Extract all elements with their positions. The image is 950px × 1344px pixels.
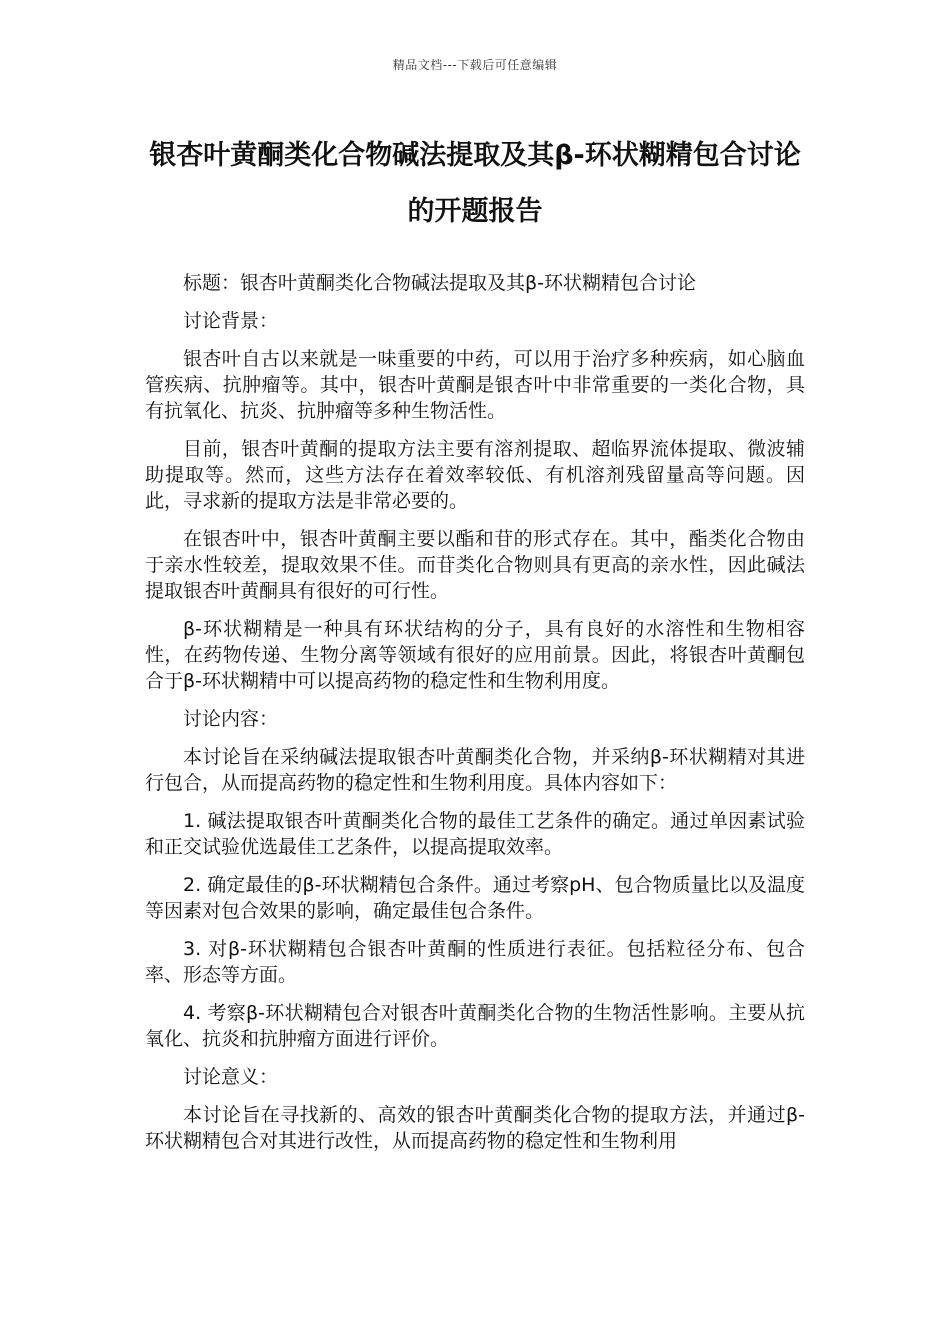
section-heading-content: 讨论内容： bbox=[183, 708, 279, 730]
list-item-1: 1. 碱法提取银杏叶黄酮类化合物的最佳工艺条件的确定。通过单因素试验和正交试验优选最佳工艺条件，以提高提取效率。 bbox=[145, 810, 805, 858]
section-heading-significance: 讨论意义： bbox=[183, 1066, 279, 1088]
paragraph-background-2: 目前，银杏叶黄酮的提取方法主要有溶剂提取、超临界流体提取、微波辅助提取等。然而，这些方法存在着效率较低、有机溶剂残留量高等问题。因此，寻求新的提取方法是非常必要的。 bbox=[145, 438, 805, 512]
title-line: 标题：银杏叶黄酮类化合物碱法提取及其β-环状糊精包合讨论 bbox=[183, 272, 696, 294]
list-item-2: 2. 确定最佳的β-环状糊精包合条件。通过考察pH、包合物质量比以及温度等因素对包合效果的影响，确定最佳包合条件。 bbox=[145, 874, 805, 922]
header-note: 精品文档---下载后可任意编辑 bbox=[392, 58, 558, 72]
paragraph-significance: 本讨论旨在寻找新的、高效的银杏叶黄酮类化合物的提取方法，并通过β-环状糊精包合对其进行改性，从而提高药物的稳定性和生物利用 bbox=[145, 1104, 805, 1152]
paragraph-content-intro: 本讨论旨在采纳碱法提取银杏叶黄酮类化合物，并采纳β-环状糊精对其进行包合，从而提高药物的稳定性和生物利用度。具体内容如下： bbox=[145, 746, 805, 794]
section-heading-background: 讨论背景： bbox=[183, 310, 279, 332]
paragraph-background-1: 银杏叶自古以来就是一味重要的中药，可以用于治疗多种疾病，如心脑血管疾病、抗肿瘤等。其中，银杏叶黄酮是银杏叶中非常重要的一类化合物，具有抗氧化、抗炎、抗肿瘤等多种生物活性。 bbox=[145, 348, 805, 422]
list-item-4: 4. 考察β-环状糊精包合对银杏叶黄酮类化合物的生物活性影响。主要从抗氧化、抗炎和抗肿瘤方面进行评价。 bbox=[145, 1002, 805, 1050]
paragraph-background-4: β-环状糊精是一种具有环状结构的分子，具有良好的水溶性和生物相容性，在药物传递、生物分离等领域有很好的应用前景。因此，将银杏叶黄酮包合于β-环状糊精中可以提高药物的稳定性和生物利用度。 bbox=[145, 618, 805, 692]
document-body bbox=[145, 270, 805, 1166]
document-title: 银杏叶黄酮类化合物碱法提取及其β-环状糊精包合讨论的开题报告 bbox=[149, 140, 801, 227]
list-item-3: 3. 对β-环状糊精包合银杏叶黄酮的性质进行表征。包括粒径分布、包合率、形态等方面。 bbox=[145, 938, 805, 986]
paragraph-background-3: 在银杏叶中，银杏叶黄酮主要以酯和苷的形式存在。其中，酯类化合物由于亲水性较差，提取效果不佳。而苷类化合物则具有更高的亲水性，因此碱法提取银杏叶黄酮具有很好的可行性。 bbox=[145, 528, 805, 602]
